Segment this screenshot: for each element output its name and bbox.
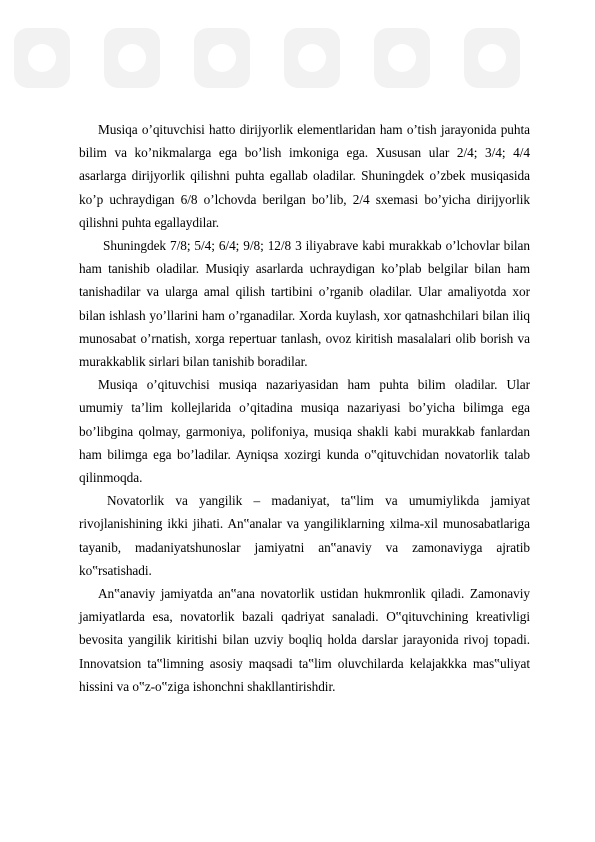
paragraph-5: An‟anaviy jamiyatda an‟ana novatorlik ustidan hukmronlik qiladi. Zamonaviy jamiyatlarda esa, novatorlik bazali qadriyat sanaladi. O‟qituvchining kreativligi bevosita yangilik kiritishi bilan uzviy boqliq holda darslar jarayonida rivoj topadi. Innovatsion ta‟limning asosiy maqsadi ta‟lim oluvchilarda kelajakkka mas‟uliyat hissini va o‟z-o‟ziga ishonchni shakllantirishdir. [79, 586, 530, 694]
paragraph-4: Novatorlik va yangilik – madaniyat, ta‟lim va umumiylikda jamiyat rivojlanishining ikki jihati. An‟analar va yangiliklarning xilma-xil munosabatlariga tayanib, madaniyatshunoslar jamiyatni an‟anaviy va zamonaviyga ajratib ko‟rsatishadi. [79, 493, 530, 578]
watermark-shape [464, 28, 520, 88]
paragraph-3: Musiqa o’qituvchisi musiqa nazariyasidan ham puhta bilim oladilar. Ular umumiy ta’lim kollejlarida o’qitadina musiqa nazariyasi bo’yicha bilimga ega bo’libgina qolmay, garmoniya, polifoniya, musiqa shakli kabi murakkab fanlardan ham bilimga ega bo’ladilar. Ayniqsa xozirgi kunda o‟qituvchidan novatorlik talab qilinmoqda. [79, 377, 530, 486]
document-body [79, 118, 530, 698]
watermark-shape [374, 28, 430, 88]
paragraph-1: Musiqa o’qituvchisi hatto dirijyorlik elementlaridan ham o’tish jarayonida puhta bilim va ko’nikmalarga ega bo’lish imkoniga ega. Xususan ular 2/4; 3/4; 4/4 asarlarga dirijyorlik qilishni puhta egallab oladilar. Shuningdek o’zbek musiqasida ko’p uchraydigan 6/8 o’lchovda berilgan bo’lib, 2/4 sxemasi bo’yicha dirijyorlik qilishni puhta egallaydilar. [79, 122, 530, 230]
watermark-shape [14, 28, 70, 88]
watermark-shape [104, 28, 160, 88]
paragraph-2: Shuningdek 7/8; 5/4; 6/4; 9/8; 12/8 3 iliyabrave kabi murakkab o’lchovlar bilan ham tanishib oladilar. Musiqiy asarlarda uchraydigan ko’plab belgilar bilan ham tanishadilar va ularga amal qilish tartibini o’rganib oladilar. Ular amaliyotda xor bilan ishlash yo’llarini ham o’rganadilar. Xorda kuylash, xor qatnashchilari bilan iliq munosabat o’rnatish, xorga repertuar tanlash, ovoz kiritish masalalari olib borish va murakkablik sirlari bilan tanishib boradilar. [79, 238, 530, 370]
watermark-shape [284, 28, 340, 88]
watermark-pattern [0, 0, 595, 110]
watermark-shape [194, 28, 250, 88]
